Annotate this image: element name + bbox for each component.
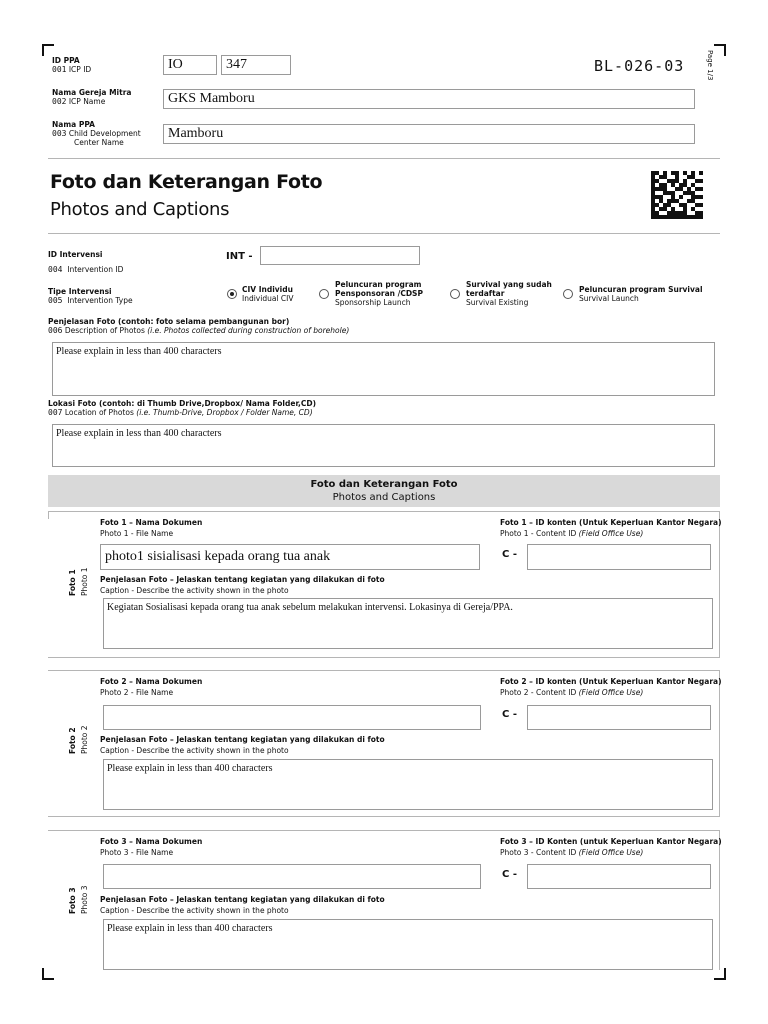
location-label-id: Lokasi Foto (contoh: di Thumb Drive,Dropbox/ Nama Folder,CD) (48, 399, 317, 408)
icp-name-field-group (52, 88, 131, 106)
photo-file-label-en: Photo 1 - File Name (100, 529, 174, 538)
photo-content-prefix: C - (502, 549, 517, 560)
photo-content-label-note: (Field Office Use) (578, 688, 644, 697)
description-field-group (48, 317, 349, 335)
photo-caption-label-id: Penjelasan Foto – Jelaskan tentang kegiatan yang dilakukan di foto (100, 575, 385, 584)
description-label-id: Penjelasan Foto (contoh: foto selama pembangunan bor) (48, 317, 290, 326)
photo-file-label-en: Photo 2 - File Name (100, 688, 174, 697)
page-title: Foto dan Keterangan Foto (50, 171, 323, 193)
photo-file-label-id: Foto 3 – Nama Dokumen (100, 837, 203, 846)
photo-file-label (100, 677, 202, 697)
photo-caption-label (100, 575, 385, 595)
photo-file-label-id: Foto 2 – Nama Dokumen (100, 677, 203, 686)
intervention-id-label-en-row (48, 265, 123, 274)
photo-content-label-en-row (500, 688, 722, 697)
photo-content-label-id: Foto 3 – ID Konten (untuk Keperluan Kantor Negara) (500, 837, 722, 846)
photo-content-id-input[interactable] (527, 864, 711, 889)
photo-file-name-input[interactable] (103, 705, 481, 730)
intervention-id-input[interactable] (260, 246, 420, 265)
photo-content-label-en-row (500, 529, 722, 538)
photo-content-id-input[interactable] (527, 544, 711, 570)
photo-file-label (100, 518, 202, 538)
page-label: Page 1/3 (706, 50, 714, 81)
photo-content-label-en: Photo 1 - Content ID (500, 529, 577, 538)
intervention-id-field-group (48, 250, 123, 274)
location-textarea[interactable]: Please explain in less than 400 characters (52, 424, 715, 467)
photo-side-label-id: Foto 3 (68, 887, 77, 914)
option-survival-launch-label (579, 285, 703, 303)
intervention-type-field-group (48, 287, 133, 305)
field-number: 005 (48, 296, 63, 305)
photo-side-label-en-wrap (72, 885, 91, 914)
page-subtitle: Photos and Captions (50, 199, 230, 220)
icp-id-label-en-row (52, 65, 91, 74)
option-label-id-line2: terdaftar (466, 289, 505, 298)
intervention-type-label-en: Intervention Type (67, 296, 133, 305)
option-label-en: Survival Existing (466, 298, 529, 307)
radio-survival-launch[interactable] (563, 289, 573, 299)
description-label-en: Description of Photos (64, 326, 145, 335)
photo-content-label-en: Photo 2 - Content ID (500, 688, 577, 697)
cdc-name-label-en-line2: Center Name (74, 138, 124, 147)
intervention-type-label-id: Tipe Intervensi (48, 287, 112, 296)
icp-id-field-group (52, 56, 91, 74)
photo-content-label (500, 837, 722, 857)
datamatrix-barcode-icon (651, 171, 703, 219)
option-label-id: Peluncuran program Survival (579, 285, 703, 294)
intervention-id-prefix: INT - (226, 251, 253, 262)
photo-caption-label (100, 895, 385, 915)
icp-name-input[interactable]: GKS Mamboru (163, 89, 695, 109)
photos-section-title-id: Foto dan Keterangan Foto (310, 479, 458, 490)
divider (48, 233, 720, 234)
location-label-en: Location of Photos (64, 408, 134, 417)
option-label-id-line2: Pensponsoran /CDSP (335, 289, 423, 298)
photo-content-id-input[interactable] (527, 705, 711, 730)
location-label-en-row (48, 408, 316, 417)
icp-name-label-en-row (52, 97, 131, 106)
option-label-en: Survival Launch (579, 294, 639, 303)
icp-id-label-id: ID PPA (52, 56, 80, 65)
crop-mark-icon (714, 44, 726, 56)
photo-side-label-en-wrap (72, 725, 91, 754)
intervention-id-label-id: ID Intervensi (48, 250, 103, 259)
photo-caption-label-en: Caption - Describe the activity shown in the photo (100, 746, 289, 755)
photo-side-label-en: Photo 1 (80, 567, 89, 596)
photo-content-label-id: Foto 2 – ID konten (Untuk Keperluan Kantor Negara) (500, 677, 722, 686)
option-label-id: Survival yang sudah (466, 280, 552, 289)
description-label-en-row (48, 326, 349, 335)
photo-file-label (100, 837, 202, 857)
photo-file-label-en: Photo 3 - File Name (100, 848, 174, 857)
location-label-example: (i.e. Thumb-Drive, Dropbox / Folder Name, CD) (136, 408, 313, 417)
photo-content-prefix: C - (502, 869, 517, 880)
option-label-id: CIV Individu (242, 285, 293, 294)
photo-content-label-note: (Field Office Use) (578, 848, 644, 857)
option-individual-civ-label (242, 285, 294, 303)
description-label-example: (i.e. Photos collected during construction of borehole) (147, 326, 350, 335)
photo-content-label-en-row (500, 848, 722, 857)
intervention-id-label-en: Intervention ID (67, 265, 124, 274)
photo-content-label-note: (Field Office Use) (578, 529, 644, 538)
photo-caption-textarea[interactable]: Kegiatan Sosialisasi kepada orang tua anak sebelum melakukan intervensi. Lokasinya di Gereja/PPA. (103, 598, 713, 649)
cdc-name-input[interactable]: Mamboru (163, 124, 695, 144)
option-label-en: Sponsorship Launch (335, 298, 411, 307)
option-sponsorship-launch-label (335, 280, 423, 307)
photo-content-label-en: Photo 3 - Content ID (500, 848, 577, 857)
doc-code: BL-026-03 (594, 57, 685, 75)
photo-block-left-rule (48, 511, 49, 519)
location-field-group (48, 399, 316, 417)
photo-side-label-id: Foto 2 (68, 727, 77, 754)
icp-id-number-input[interactable]: 347 (221, 55, 291, 75)
cdc-name-label-en-row (52, 129, 141, 138)
photo-file-name-input[interactable] (103, 864, 481, 889)
photo-side-label-en: Photo 3 (80, 885, 89, 914)
option-survival-existing-label (466, 280, 552, 307)
option-label-en: Individual CIV (242, 294, 294, 303)
field-number: 002 (52, 97, 67, 106)
photo-caption-label-id: Penjelasan Foto – Jelaskan tentang kegiatan yang dilakukan di foto (100, 895, 385, 904)
photo-content-label-id: Foto 1 – ID konten (Untuk Keperluan Kantor Negara) (500, 518, 722, 527)
field-number: 004 (48, 265, 63, 274)
option-label-id: Peluncuran program (335, 280, 422, 289)
field-number: 007 (48, 408, 63, 417)
divider (48, 158, 720, 159)
field-number: 006 (48, 326, 63, 335)
photo-caption-textarea[interactable]: Please explain in less than 400 characters (103, 759, 713, 810)
cdc-name-label-id: Nama PPA (52, 120, 95, 129)
photo-content-prefix: C - (502, 709, 517, 720)
field-number: 003 (52, 129, 67, 138)
photo-content-label (500, 518, 722, 538)
icp-name-label-id: Nama Gereja Mitra (52, 88, 132, 97)
photo-caption-textarea[interactable]: Please explain in less than 400 characters (103, 919, 713, 970)
photo-caption-label-id: Penjelasan Foto – Jelaskan tentang kegiatan yang dilakukan di foto (100, 735, 385, 744)
field-number: 001 (52, 65, 67, 74)
icp-id-prefix-input[interactable]: IO (163, 55, 217, 75)
cdc-name-field-group (52, 120, 141, 147)
cdc-name-label-en-line1: Child Development (68, 129, 141, 138)
photo-content-label (500, 677, 722, 697)
radio-individual-civ[interactable] (227, 289, 237, 299)
photos-section-title-en: Photos and Captions (332, 492, 436, 503)
radio-sponsorship-launch[interactable] (319, 289, 329, 299)
icp-name-label-en: ICP Name (68, 97, 106, 106)
photo-side-label-id: Foto 1 (68, 569, 77, 596)
intervention-type-label-en-row (48, 296, 133, 305)
photo-caption-label-en: Caption - Describe the activity shown in the photo (100, 906, 289, 915)
photo-side-label-en: Photo 2 (80, 725, 89, 754)
radio-survival-existing[interactable] (450, 289, 460, 299)
icp-id-label-en: ICP ID (68, 65, 92, 74)
photo-caption-label (100, 735, 385, 755)
photo-file-name-input[interactable]: photo1 sisialisasi kepada orang tua anak (100, 544, 480, 570)
photo-caption-label-en: Caption - Describe the activity shown in the photo (100, 586, 289, 595)
photos-section-header (48, 475, 720, 507)
description-textarea[interactable]: Please explain in less than 400 characters (52, 342, 715, 396)
photo-file-label-id: Foto 1 – Nama Dokumen (100, 518, 203, 527)
photo-side-label-en-wrap (72, 567, 91, 596)
crop-mark-icon (42, 44, 54, 56)
